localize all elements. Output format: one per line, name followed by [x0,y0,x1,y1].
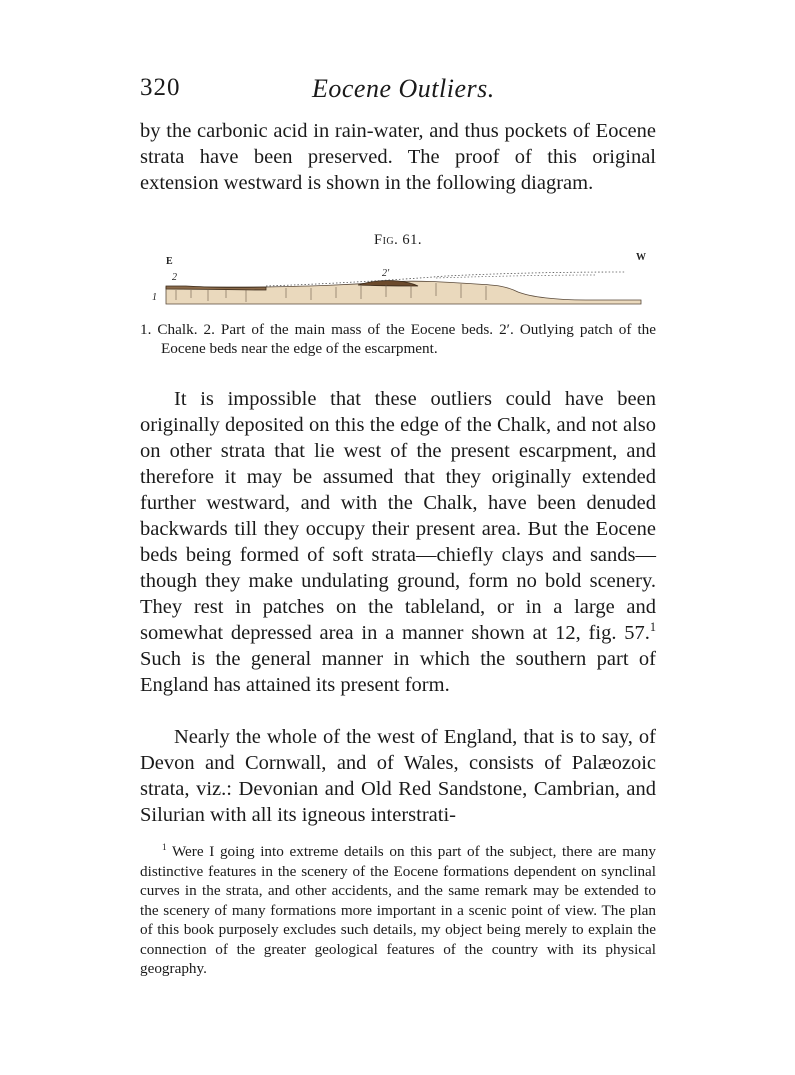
label-2: 2 [172,272,177,283]
paragraph-2-main: It is impossible that these outliers could have been originally deposited on this the edge of the Chalk, and not also on other strata that lie west of the present escarpment, and therefore it may be assumed that they originally extended further westward, and with the Chalk, have been denuded backwards till they occupy their present area. But the Eocene beds being formed of soft strata—chiefly clays and sands—though they make undulating ground, form no bold scenery. They rest in patches on the tableland, or in a large and somewhat depressed area in a manner shown at 12, fig. 57. [140,388,656,644]
page-number: 320 [140,74,181,101]
figure-caption [140,320,656,358]
footnote [140,842,656,979]
paragraph-2-tail: Such is the general manner in which the southern part of England has attained its present form. [140,648,656,696]
label-1: 1 [152,292,157,303]
running-title: Eocene Outliers. [312,74,495,103]
paragraph-1: by the carbonic acid in rain-water, and thus pockets of Eocene strata have been preserved. The proof of this original extension westward is shown in the following diagram. [140,120,656,194]
footnote-ref: 1 [649,620,656,635]
label-2-prime: 2′ [382,268,390,279]
geological-section-diagram [146,248,656,310]
page-header [140,74,656,108]
former-extension-line-2 [436,275,596,278]
footnote-text: Were I going into extreme details on this part of the subject, there are many distinctive features in the scenery of the Eocene formations dependent on synclinal curves in the strata, and other accidents, and the same remark may be extended to the scenery of many formations more important in a scenic point of view. The plan of this book purposely excludes such details, my object being merely to explain the connection of the greater geological features of the country with its physical geography. [140,843,656,977]
figure-label: Fig. 61. [374,232,422,248]
west-label: W [636,252,646,263]
paragraph-3: Nearly the whole of the west of England, that is to say, of Devon and Cornwall, and of Wales, consists of Palæozoic strata, viz.: Devonian and Old Red Sandstone, Cambrian, and Silurian with all its igneous interstrati- [140,726,656,826]
footnote-marker: 1 [162,841,167,852]
figure-caption-text: 1. Chalk. 2. Part of the main mass of the Eocene beds. 2′. Outlying patch of the Eocene beds near the edge of the escarpment. [140,321,656,357]
east-label: E [166,256,173,267]
paragraph-2 [140,386,656,698]
